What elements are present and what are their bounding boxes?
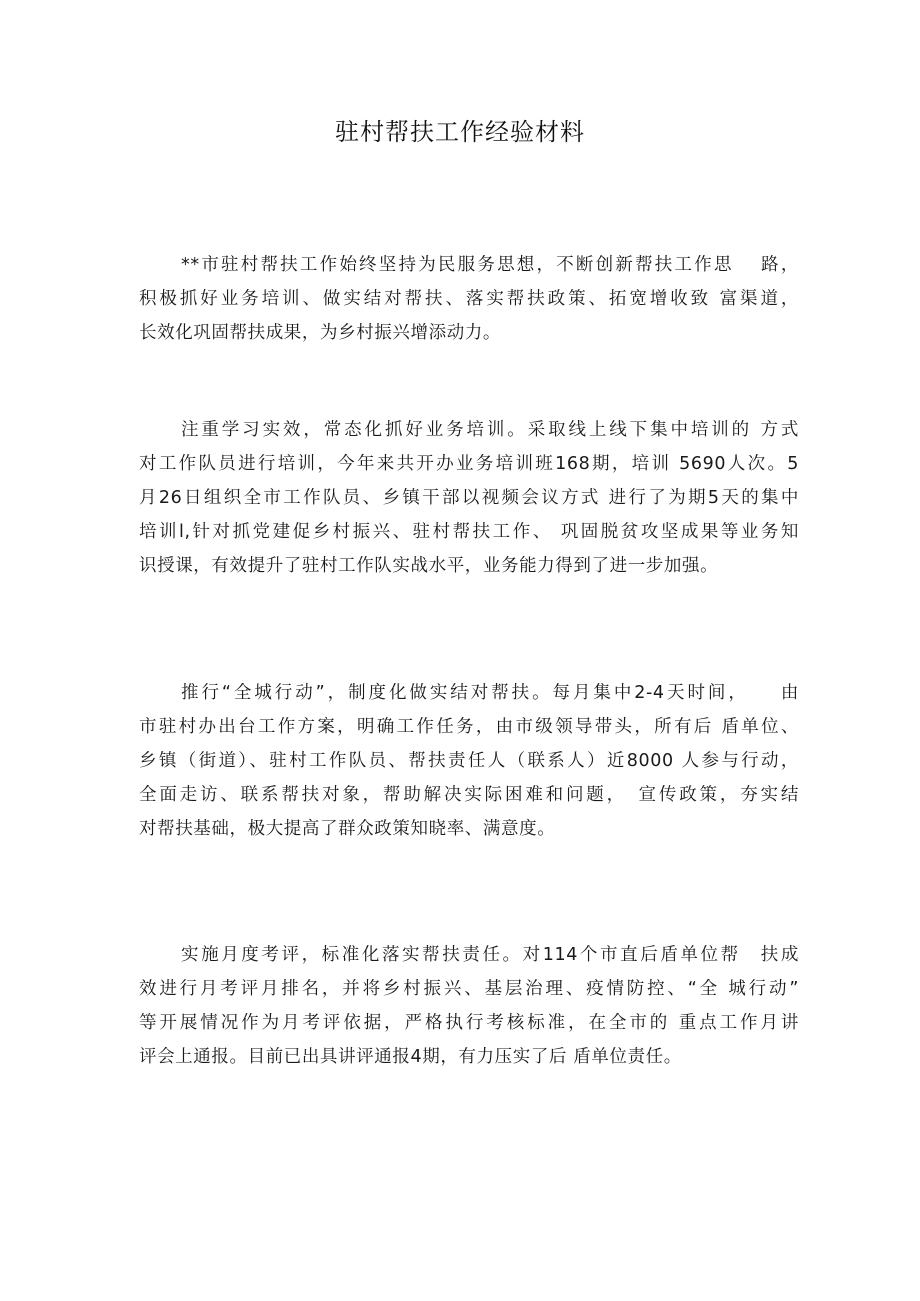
paragraph-intro: [139, 248, 799, 350]
paragraph-line: 乡镇（街道）、驻村工作队员、帮扶责任人（联系人）近8000 人参与行动，: [139, 751, 799, 771]
paragraph-line: 效进行月考评月排名，并将乡村振兴、基层治理、疫情防控、“全 城行动”: [139, 979, 799, 999]
paragraph-line: 识授课，有效提升了驻村工作队实战水平，业务能力得到了进一步加强。: [139, 556, 719, 576]
paragraph-monthly-review: [139, 938, 799, 1074]
paragraph-line: 培训l,针对抓党建促乡村振兴、驻村帮扶工作、 巩固脱贫攻坚成果等业务知: [139, 522, 799, 542]
paragraph-line: 对工作队员进行培训，今年来共开办业务培训班168期，培训 5690人次。5: [139, 454, 799, 474]
paragraph-line: 等开展情况作为月考评依据，严格执行考核标准，在全市的 重点工作月讲: [139, 1013, 799, 1033]
paragraph-line: 全面走访、联系帮扶对象，帮助解决实际困难和问题， 宣传政策，夯实结: [139, 785, 799, 805]
paragraph-line: 月26日组织全市工作队员、乡镇干部以视频会议方式 进行了为期5天的集中: [139, 488, 799, 508]
paragraph-line: 长效化巩固帮扶成果，为乡村振兴增添动力。: [139, 323, 501, 343]
paragraph-line: 注重学习实效，常态化抓好业务培训。采取线上线下集中培训的 方式: [181, 420, 799, 440]
paragraph-line: 对帮扶基础，极大提高了群众政策知晓率、满意度。: [139, 819, 556, 839]
paragraph-line: **市驻村帮扶工作始终坚持为民服务思想，不断创新帮扶工作思 路，: [181, 255, 799, 275]
paragraph-line: 评会上通报。目前已出具讲评通报4期，有力压实了后 盾单位责任。: [139, 1047, 682, 1067]
paragraph-city-action: [139, 676, 799, 846]
paragraph-training: [139, 413, 799, 583]
document-title: 驻村帮扶工作经验材料: [335, 118, 585, 146]
paragraph-line: 市驻村办出台工作方案，明确工作任务，由市级领导带头，所有后 盾单位、: [139, 717, 799, 737]
paragraph-line: 实施月度考评，标准化落实帮扶责任。对114个市直后盾单位帮 扶成: [181, 945, 799, 965]
paragraph-line: 积极抓好业务培训、做实结对帮扶、落实帮扶政策、拓宽增收致 富渠道，: [139, 289, 799, 309]
paragraph-line: 推行“全城行动”，制度化做实结对帮扶。每月集中2-4天时间， 由: [181, 683, 799, 703]
